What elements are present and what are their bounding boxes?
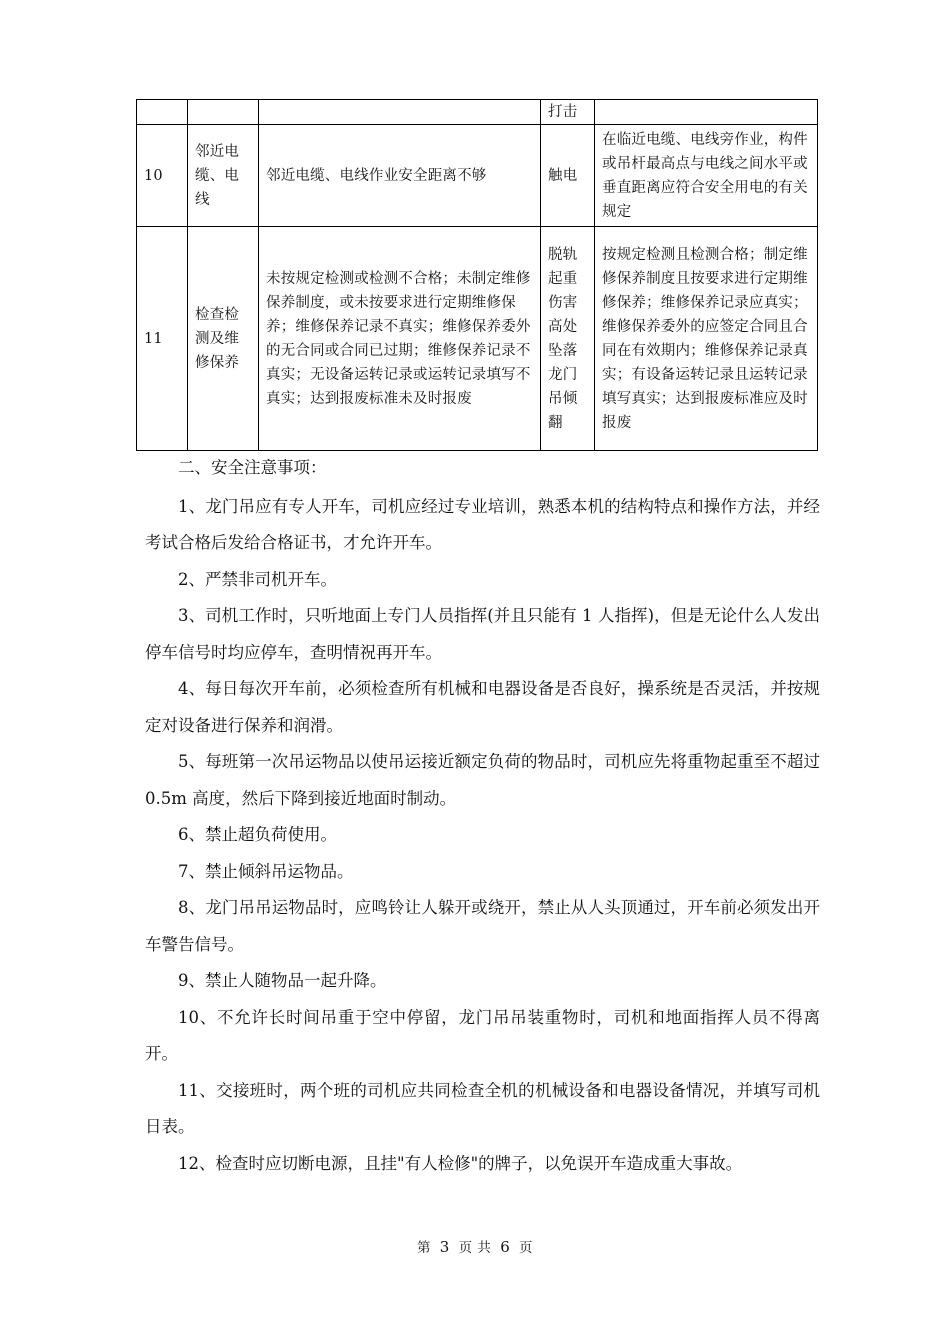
cell-no: 11: [137, 227, 188, 451]
cell-measure: 在临近电缆、电线旁作业，构件或吊杆最高点与电线之间水平或垂直距离应符合安全用电的有关规定: [595, 125, 818, 227]
footer-middle: 页 共: [458, 1240, 492, 1256]
cell-item: 邻近电缆、电线: [188, 125, 259, 227]
cell-measure: [595, 100, 818, 125]
cell-item: 检查检测及维修保养: [188, 227, 259, 451]
list-item: 4、每日每次开车前，必须检查所有机械和电器设备是否良好，操系统是否灵活，并按规定对设备进行保养和润滑。: [145, 679, 820, 735]
risk-table: [136, 99, 818, 451]
page-total: 6: [500, 1238, 511, 1256]
page-footer: [0, 1236, 950, 1256]
cell-hazard: 邻近电缆、电线作业安全距离不够: [259, 125, 541, 227]
list-item: 12、检查时应切断电源，且挂"有人检修"的牌子，以免误开车造成重大事故。: [178, 1153, 743, 1173]
page-number: 3: [439, 1238, 450, 1256]
list-item: 11、交接班时，两个班的司机应共同检查全机的机械设备和电器设备情况，并填写司机日表。: [145, 1080, 820, 1136]
cell-item: [188, 100, 259, 125]
list-item: 6、禁止超负荷使用。: [178, 825, 337, 844]
safety-section: [145, 450, 820, 1182]
table-row: [137, 100, 818, 125]
table-row: [137, 125, 818, 227]
cell-measure: 按规定检测且检测合格；制定维修保养制度且按要求进行定期维修保养；维修保养记录应真实；维修保养委外的应签定合同且合同在有效期内；维修保养记录真实；有设备运转记录且运转记录填写真实；达到报废标准应及时报废: [595, 227, 818, 451]
list-item: 2、严禁非司机开车。: [178, 569, 337, 589]
list-item: 7、禁止倾斜吊运物品。: [178, 861, 354, 881]
cell-hazard: [259, 100, 541, 125]
section-heading: 二、安全注意事项：: [178, 458, 327, 477]
list-item: 10、不允许长时间吊重于空中停留，龙门吊吊装重物时，司机和地面指挥人员不得离开。: [145, 1007, 820, 1063]
list-item: 3、司机工作时，只听地面上专门人员指挥(并且只能有 1 人指挥)，但是无论什么人发出停车信号时均应停车，查明情祝再开车。: [145, 606, 820, 662]
cell-consequence: 触电: [541, 125, 595, 227]
cell-no: [137, 100, 188, 125]
cell-hazard: 未按规定检测或检测不合格；未制定维修保养制度，或未按要求进行定期维修保养；维修保养记录不真实；维修保养委外的无合同或合同已过期；维修保养记录不真实；无设备运转记录或运转记录填写不真实；达到报废标准未及时报废: [259, 227, 541, 451]
cell-consequence: 打击: [541, 100, 595, 125]
list-item: 5、每班第一次吊运物品以使吊运接近额定负荷的物品时，司机应先将重物起重至不超过 0.5m 高度，然后下降到接近地面时制动。: [145, 752, 820, 808]
list-item: 8、龙门吊吊运物品时，应鸣铃让人躲开或绕开，禁止从人头顶通过，开车前必须发出开车警告信号。: [145, 898, 820, 954]
cell-consequence: 脱轨起重伤害高处坠落龙门吊倾翻: [541, 227, 595, 451]
list-item: 9、禁止人随物品一起升降。: [178, 971, 387, 990]
footer-suffix: 页: [519, 1240, 534, 1256]
table-row: [137, 227, 818, 451]
footer-prefix: 第: [416, 1240, 431, 1256]
cell-no: 10: [137, 125, 188, 227]
list-item: 1、龙门吊应有专人开车，司机应经过专业培训，熟悉本机的结构特点和操作方法，并经考试合格后发给合格证书，才允许开车。: [145, 496, 820, 552]
